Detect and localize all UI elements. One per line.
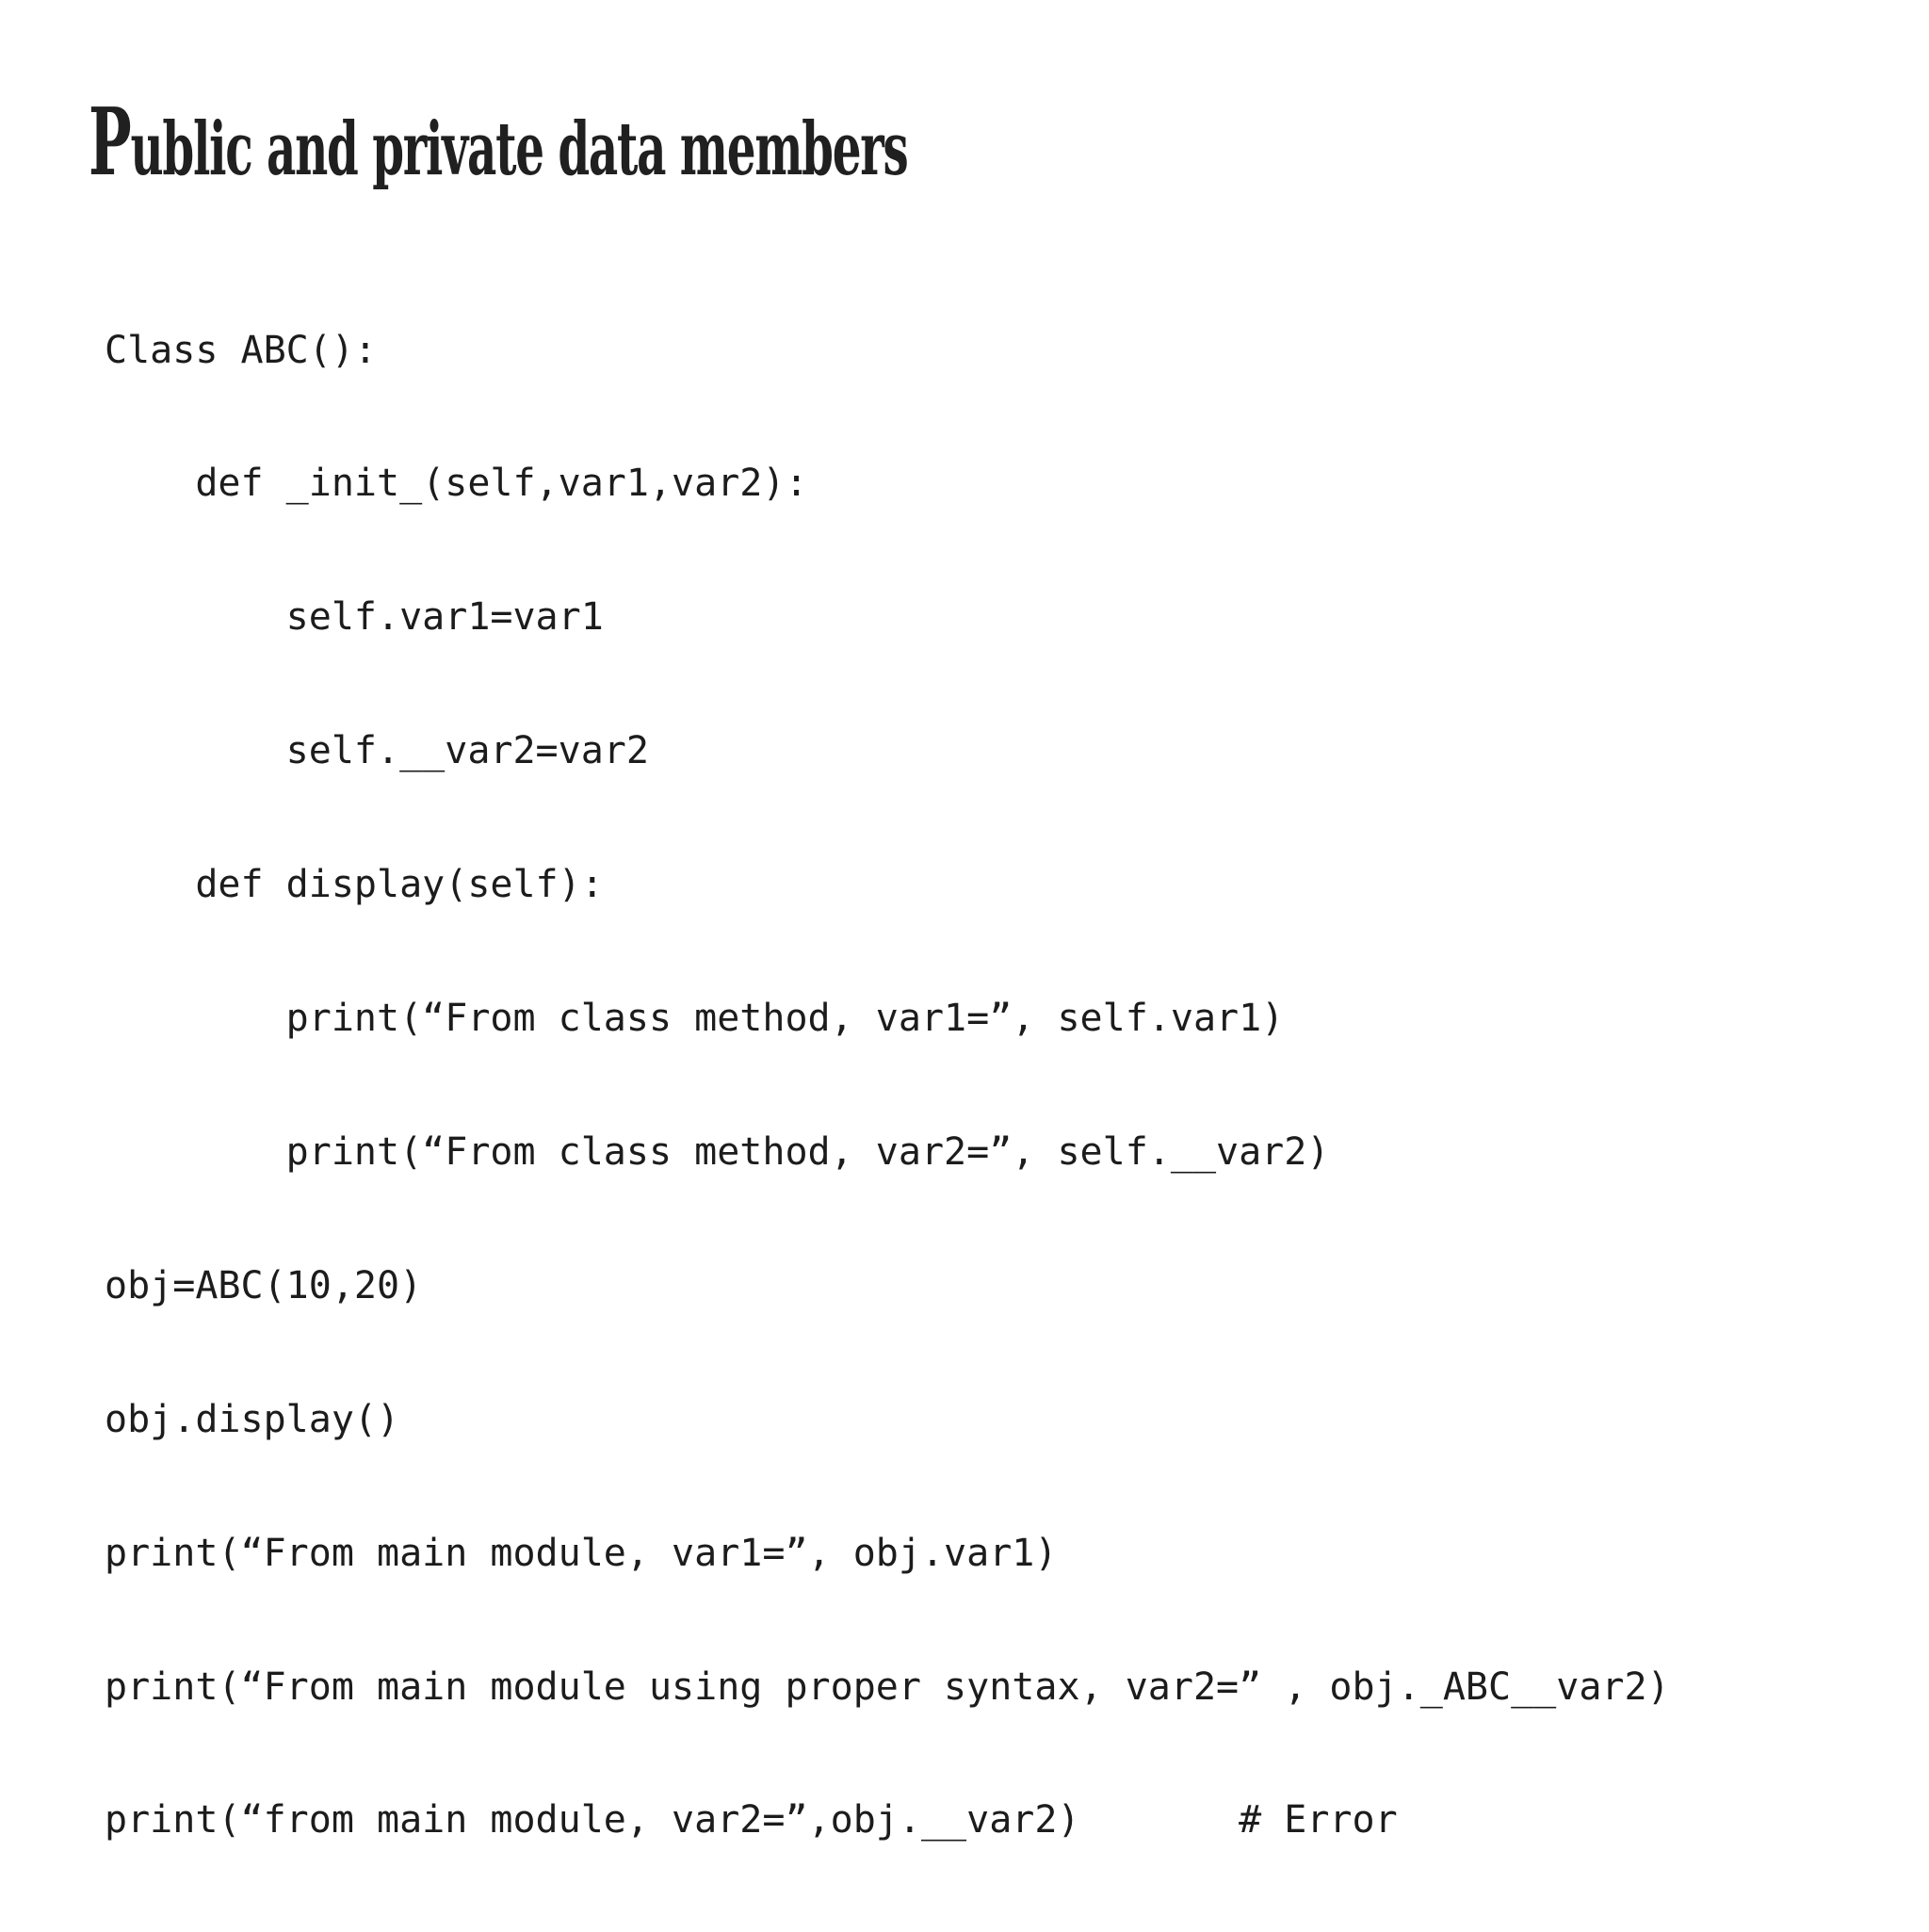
slide-title-initial: P [89, 89, 131, 197]
code-line: print(“From class method, var2=”, self.__var2) [105, 1129, 1330, 1174]
code-line: obj=ABC(10,20) [105, 1263, 423, 1307]
code-line: print(“from main module, var2=”,obj.__var2) # Error [105, 1798, 1398, 1843]
code-line: obj.display() [105, 1397, 400, 1441]
slide-title-rest: ublic and private data members [130, 106, 908, 192]
code-line: print(“From class method, var1=”, self.var1) [105, 997, 1285, 1041]
code-line: print(“From main module using proper syntax, var2=” , obj._ABC__var2) [105, 1664, 1670, 1709]
code-block [105, 239, 1670, 1932]
code-line: self.var1=var1 [105, 595, 604, 640]
code-line: print(“From main module, var1=”, obj.var1) [105, 1531, 1058, 1575]
code-line: def _init_(self,var1,var2): [105, 462, 808, 506]
slide-title [89, 87, 908, 206]
code-line: def display(self): [105, 863, 604, 907]
code-line: Class ABC(): [105, 328, 377, 372]
code-line: self.__var2=var2 [105, 729, 649, 773]
